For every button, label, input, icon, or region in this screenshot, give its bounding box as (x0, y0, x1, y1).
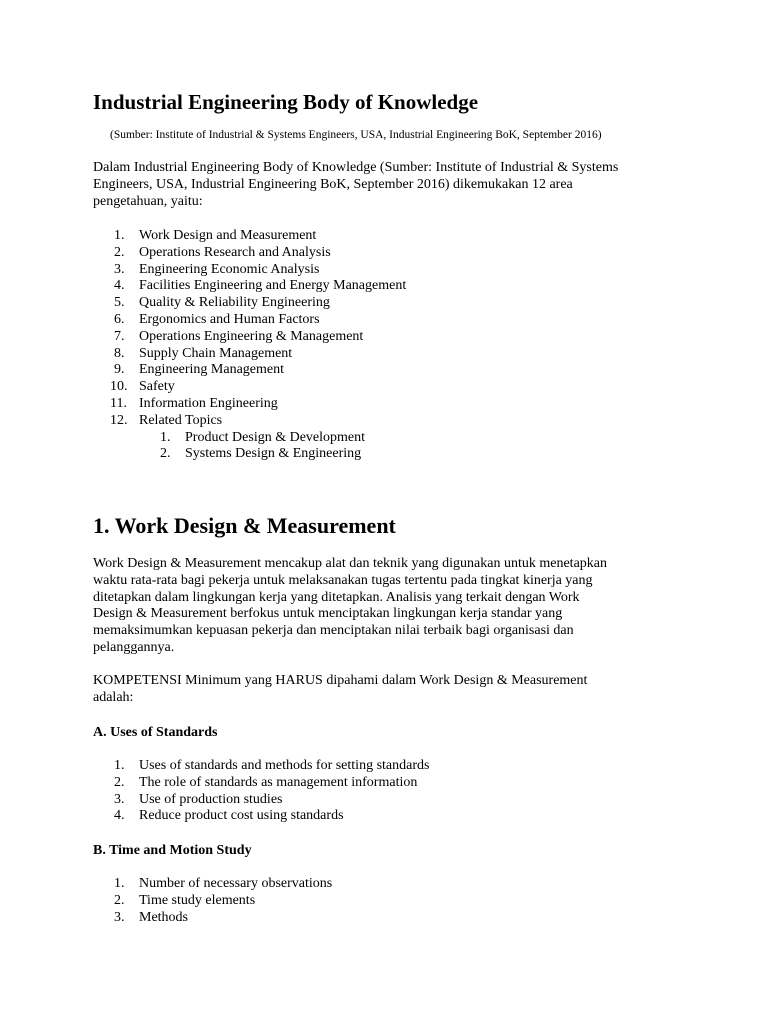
source-note: (Sumber: Institute of Industrial & Systems Engineers, USA, Industrial Engineering BoK, September 2016) (110, 129, 602, 141)
list-item (93, 792, 429, 809)
section-description (93, 556, 683, 657)
list-number: 4. (114, 278, 125, 294)
list-item (93, 893, 332, 910)
list-number: 2. (114, 774, 125, 790)
list-number: 2. (114, 892, 125, 908)
list-label: Engineering Management (139, 362, 285, 378)
list-label: The role of standards as management information (139, 774, 418, 790)
list-number: 3. (114, 261, 125, 277)
list-number: 9. (114, 362, 125, 378)
list-number: 1. (114, 876, 125, 891)
subsection-heading-a: A. Uses of Standards (93, 725, 218, 740)
intro-line: Engineers, USA, Industrial Engineering BoK, September 2016) dikemukakan 12 area (93, 176, 573, 192)
list-number: 3. (114, 909, 125, 925)
list-item (93, 910, 332, 927)
list-item (93, 295, 406, 312)
uses-of-standards-list (93, 758, 429, 825)
description-line: pelanggannya. (93, 639, 175, 655)
list-number: 1. (114, 228, 125, 243)
document-title: Industrial Engineering Body of Knowledge (93, 90, 479, 114)
related-topics-list (139, 430, 406, 464)
list-number: 2. (114, 244, 125, 260)
competency-paragraph (93, 673, 683, 707)
list-label: Facilities Engineering and Energy Management (139, 278, 407, 294)
list-number: 12. (110, 412, 128, 428)
list-item (93, 346, 406, 363)
time-motion-study-list (93, 876, 332, 926)
section-title: 1. Work Design & Measurement (93, 513, 396, 538)
list-number: 11. (110, 395, 127, 411)
list-item (93, 446, 406, 463)
list-number: 10. (110, 379, 128, 395)
list-item (93, 876, 332, 893)
list-label: Product Design & Development (185, 429, 366, 445)
knowledge-areas-list (93, 228, 406, 463)
list-label: Time study elements (139, 892, 256, 908)
description-line: memaksimumkan kepuasan pekerja dan menciptakan nilai terbaik bagi organisasi dan (93, 623, 574, 639)
list-item (93, 775, 429, 792)
list-item (93, 329, 406, 346)
list-label: Work Design and Measurement (139, 228, 317, 243)
list-number: 5. (114, 295, 125, 311)
intro-paragraph (93, 160, 683, 210)
list-number: 4. (114, 808, 125, 824)
list-label: Ergonomics and Human Factors (139, 311, 320, 327)
intro-line: Dalam Industrial Engineering Body of Knowledge (Sumber: Institute of Industrial & Systems (93, 160, 619, 175)
list-item (93, 396, 406, 413)
list-item (93, 430, 406, 447)
list-label: Information Engineering (139, 395, 278, 411)
list-item (93, 379, 406, 396)
list-item (93, 362, 406, 379)
list-item (93, 228, 406, 245)
list-label: Methods (139, 909, 188, 925)
list-label: Use of production studies (139, 791, 283, 807)
description-line: waktu rata-rata bagi pekerja untuk melaksanakan tugas tertentu pada tingkat kinerja yang (93, 572, 593, 588)
list-number: 3. (114, 791, 125, 807)
list-label: Uses of standards and methods for setting standards (139, 758, 430, 773)
description-line: Work Design & Measurement mencakup alat dan teknik yang digunakan untuk menetapkan (93, 556, 608, 571)
list-item (93, 245, 406, 262)
list-item (93, 413, 406, 463)
list-label: Related Topics (139, 412, 223, 428)
description-line: Design & Measurement berfokus untuk menciptakan lingkungan kerja standar yang (93, 606, 563, 622)
list-number: 7. (114, 328, 125, 344)
list-label: Operations Research and Analysis (139, 244, 331, 260)
list-label: Safety (139, 379, 175, 395)
competency-line: KOMPETENSI Minimum yang HARUS dipahami dalam Work Design & Measurement (93, 673, 588, 688)
list-label: Systems Design & Engineering (185, 446, 362, 462)
competency-line: adalah: (93, 689, 134, 705)
list-number: 6. (114, 311, 125, 327)
list-item (93, 262, 406, 279)
list-label: Quality & Reliability Engineering (139, 295, 330, 311)
list-label: Supply Chain Management (139, 345, 293, 361)
list-item (93, 758, 429, 775)
list-label: Engineering Economic Analysis (139, 261, 320, 277)
list-label: Reduce product cost using standards (139, 808, 344, 824)
list-number: 1. (114, 758, 125, 773)
list-item (93, 808, 429, 825)
list-label: Number of necessary observations (139, 876, 333, 891)
subsection-heading-b: B. Time and Motion Study (93, 843, 252, 858)
list-item (93, 312, 406, 329)
list-number: 8. (114, 345, 125, 361)
list-label: Operations Engineering & Management (139, 328, 364, 344)
intro-line: pengetahuan, yaitu: (93, 193, 203, 209)
list-number: 2. (160, 446, 171, 462)
list-number: 1. (160, 429, 171, 445)
list-item (93, 278, 406, 295)
description-line: ditetapkan dalam lingkungan kerja yang ditetapkan. Analisis yang terkait dengan Work (93, 589, 580, 605)
